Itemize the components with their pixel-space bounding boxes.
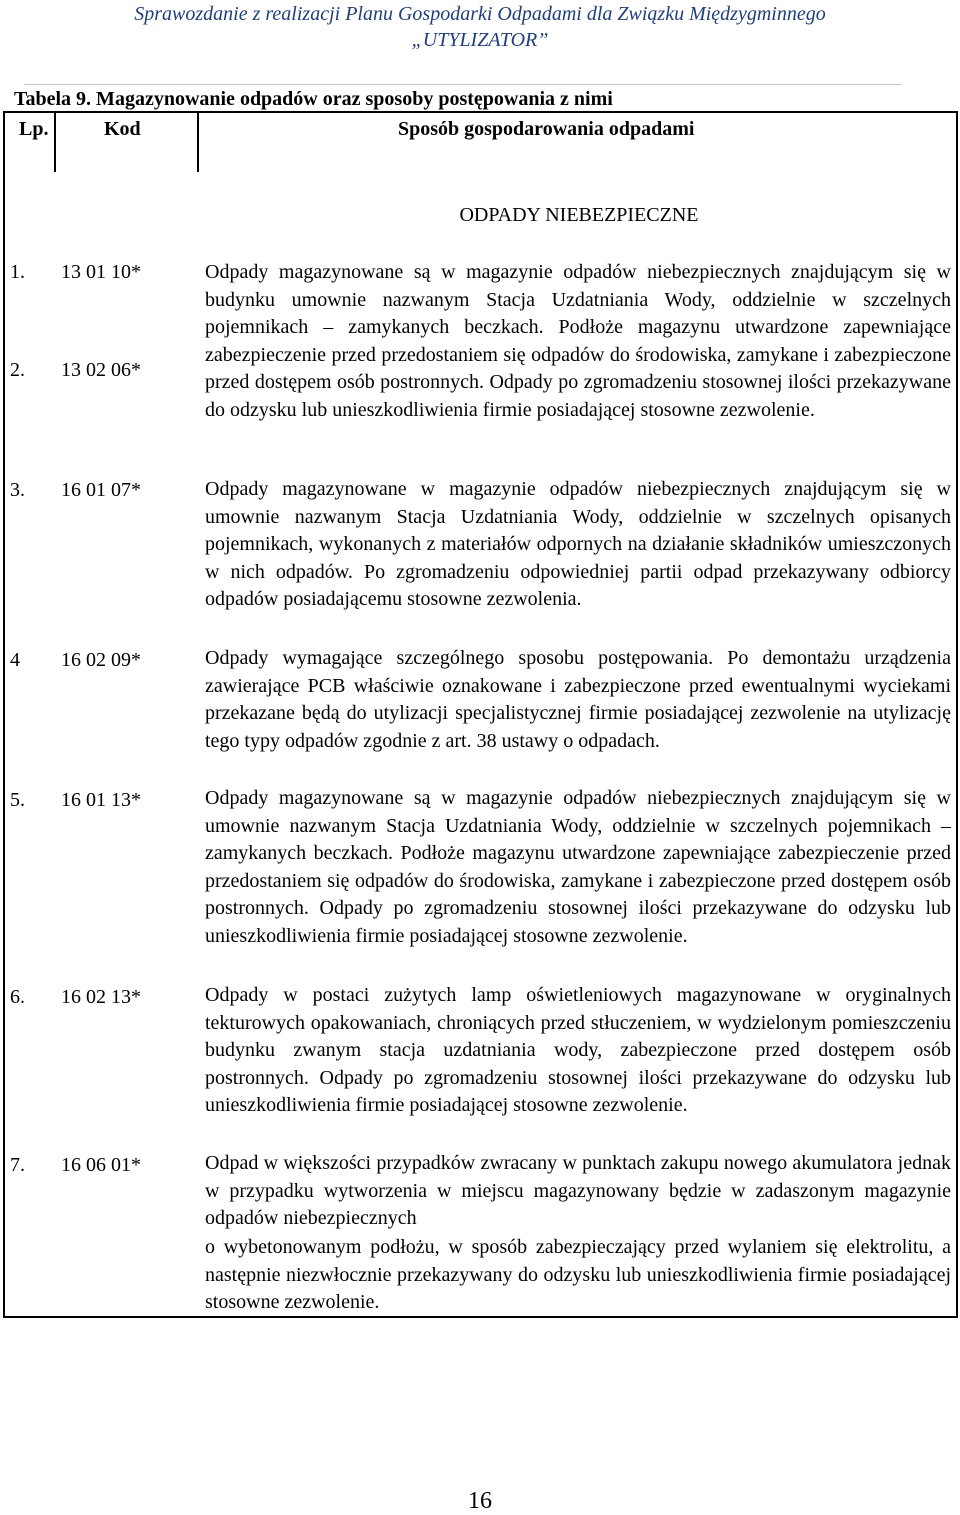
running-header-title: Sprawozdanie z realizacji Planu Gospodarki Odpadami dla Związku Międzygminnego	[134, 3, 826, 25]
waste-code: 16 01 07*	[61, 479, 141, 501]
column-header-sposob: Sposób gospodarowania odpadami	[398, 118, 695, 140]
header-divider	[24, 84, 902, 85]
waste-code: 16 01 13*	[61, 789, 141, 811]
row-number: 5.	[10, 789, 25, 811]
row-number: 2.	[10, 359, 25, 381]
section-label: ODPADY NIEBEZPIECZNE	[459, 204, 699, 226]
waste-code: 16 06 01*	[61, 1154, 141, 1176]
running-header-subtitle: „UTYLIZATOR”	[411, 29, 549, 51]
management-description: Odpady wymagające szczególnego sposobu postępowania. Po demontażu urządzenia zawierające PCB właściwie oznakowane i zabezpieczone przed ewentualnymi wyciekami przekazane będą do utylizacji specjalistycznej firmie posiadającej zezwolenie na utylizację tego typy odpadów zgodnie z art. 38 ustawy o odpadach.	[205, 647, 951, 752]
table-left-border	[3, 111, 5, 1318]
row-number: 6.	[10, 986, 25, 1008]
management-description-continued: o wybetonowanym podłożu, w sposób zabezpieczający przed wylaniem się elektrolitu, a następnie niezwłocznie przekazywany do odzysku lub unieszkodliwienia firmie posiadającej stosowne zezwolenie.	[205, 1236, 951, 1313]
page-number: 16	[468, 1488, 492, 1514]
management-description: Odpady magazynowane w magazynie odpadów niebezpiecznych znajdującym się w umownie nazwanym Stacja Uzdatniania Wody, oddzielnie w szczelnych opisanych pojemnikach, wykonanych z materiałów odpornych na działanie składników umieszczonych w nich odpadów. Po zgromadzeniu odpowiedniej partii odpad przekazywany odbiorcy odpadów posiadającemu stosowne zezwolenia.	[205, 478, 951, 610]
management-description: Odpady w postaci zużytych lamp oświetleniowych magazynowane w oryginalnych tekturowych opakowaniach, chroniących przed stłuczeniem, w wydzielonym pomieszczeniu budynku zwanym stacja uzdatniania wody, zabezpieczone przed dostępem osób postronnych. Odpady po zgromadzeniu stosownej ilości przekazywane do odzysku lub unieszkodliwienia firmie posiadającej stosowne zezwolenie.	[205, 984, 951, 1116]
management-description: Odpad w większości przypadków zwracany w punktach zakupu nowego akumulatora jednak w przypadku wytworzenia w miejscu magazynowany będzie w zadaszonym magazynie odpadów niebezpiecznych	[205, 1152, 951, 1229]
column-divider-lp	[54, 111, 56, 172]
table-right-border	[956, 111, 958, 1318]
row-number: 7.	[10, 1154, 25, 1176]
row-number: 4	[10, 649, 20, 671]
column-header-kod: Kod	[104, 118, 141, 140]
management-description: Odpady magazynowane są w magazynie odpadów niebezpiecznych znajdującym się w budynku umownie nazwanym Stacja Uzdatniania Wody, oddzielnie w szczelnych pojemnikach – zamykanych beczkach. Podłoże magazynu utwardzone zapewniające zabezpieczenie przed przedostaniem się odpadów do środowiska, zamykane i zabezpieczone przed dostępem osób postronnych. Odpady po zgromadzeniu stosownej ilości przekazywane do odzysku lub unieszkodliwienia firmie posiadającej stosowne zezwolenie.	[205, 261, 951, 421]
waste-code: 16 02 09*	[61, 649, 141, 671]
column-divider-kod	[197, 111, 199, 172]
management-description: Odpady magazynowane są w magazynie odpadów niebezpiecznych znajdującym się w umownie nazwanym Stacja Uzdatniania Wody, oddzielnie w szczelnych pojemnikach – zamykanych beczkach. Podłoże magazynu utwardzone zapewniające zabezpieczenie przed przedostaniem się odpadów do środowiska, zamykane i zabezpieczone przed dostępem osób postronnych. Odpady po zgromadzeniu stosownej ilości przekazywane do odzysku lub unieszkodliwienia firmie posiadającej stosowne zezwolenie.	[205, 787, 951, 947]
waste-code: 13 02 06*	[61, 359, 141, 381]
waste-code: 13 01 10*	[61, 261, 141, 283]
table-top-border	[3, 111, 958, 113]
row-number: 3.	[10, 479, 25, 501]
column-header-lp: Lp.	[19, 118, 49, 140]
waste-code: 16 02 13*	[61, 986, 141, 1008]
row-number: 1.	[10, 261, 25, 283]
table-caption: Tabela 9. Magazynowanie odpadów oraz sposoby postępowania z nimi	[14, 88, 613, 110]
